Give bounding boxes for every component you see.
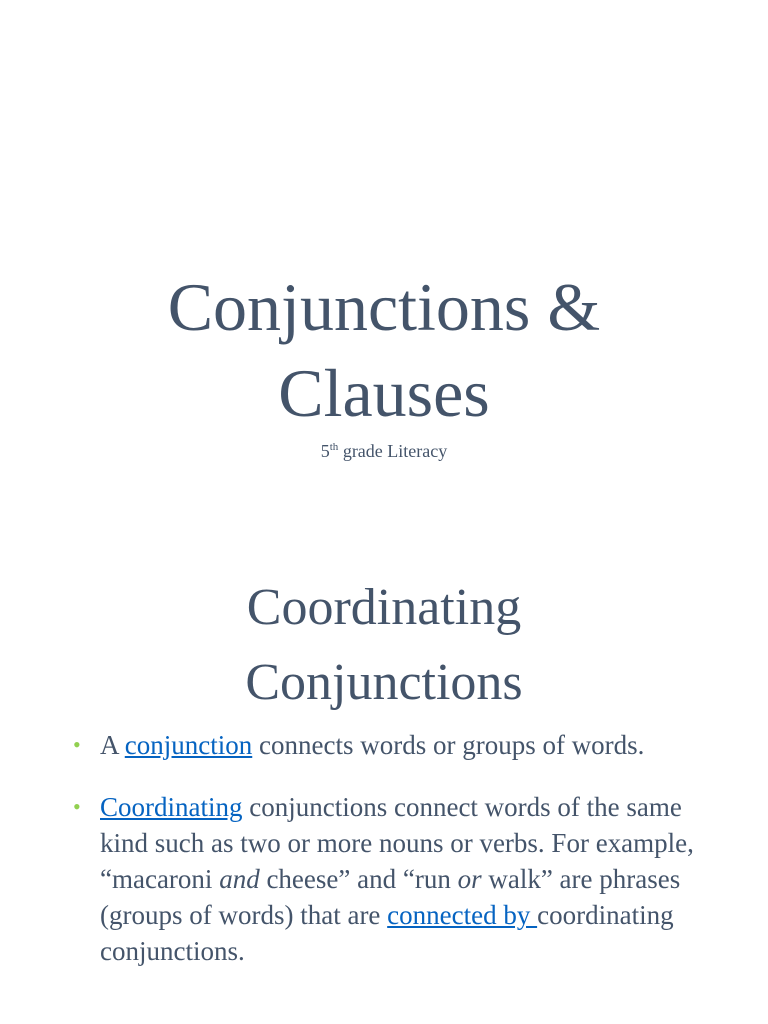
slide-title bbox=[0, 264, 768, 436]
bullet-text: coordinating conjunctions. bbox=[100, 900, 674, 966]
section-title bbox=[0, 570, 768, 720]
bullet-text: cheese” and “run bbox=[259, 864, 458, 894]
bullet-text: connects words or groups of words. bbox=[252, 730, 645, 760]
bullet-text: conjunctions connect words of the same kind such as two or more nouns or verbs. For example, “macaroni bbox=[100, 792, 694, 894]
section-title-line-2: Conjunctions bbox=[245, 654, 523, 711]
subtitle-grade-number: 5 bbox=[320, 441, 330, 461]
conjunction-link[interactable]: conjunction bbox=[124, 730, 253, 760]
subtitle-text: grade Literacy bbox=[338, 441, 448, 461]
bullet-dot-icon: • bbox=[73, 794, 81, 819]
bullet-text: A bbox=[100, 730, 125, 760]
bullet-item-conjunction-definition bbox=[0, 727, 768, 763]
bullet-text: walk” are phrases (groups of words) that are bbox=[100, 864, 681, 930]
section-title-line-1: Coordinating bbox=[246, 579, 522, 636]
bullet-list bbox=[0, 727, 768, 995]
bullet-dot-icon: • bbox=[73, 732, 81, 757]
slide-title-line-2: Clauses bbox=[278, 355, 490, 431]
example-word-and: and bbox=[219, 864, 260, 894]
connected-by-link[interactable]: connected by bbox=[387, 900, 538, 930]
slide-subtitle bbox=[0, 439, 768, 463]
bullet-item-coordinating-definition bbox=[0, 789, 768, 969]
subtitle-ordinal-suffix: th bbox=[329, 441, 339, 453]
example-word-or: or bbox=[457, 864, 482, 894]
coordinating-link[interactable]: Coordinating bbox=[100, 792, 243, 822]
slide-title-line-1: Conjunctions & bbox=[167, 269, 601, 345]
